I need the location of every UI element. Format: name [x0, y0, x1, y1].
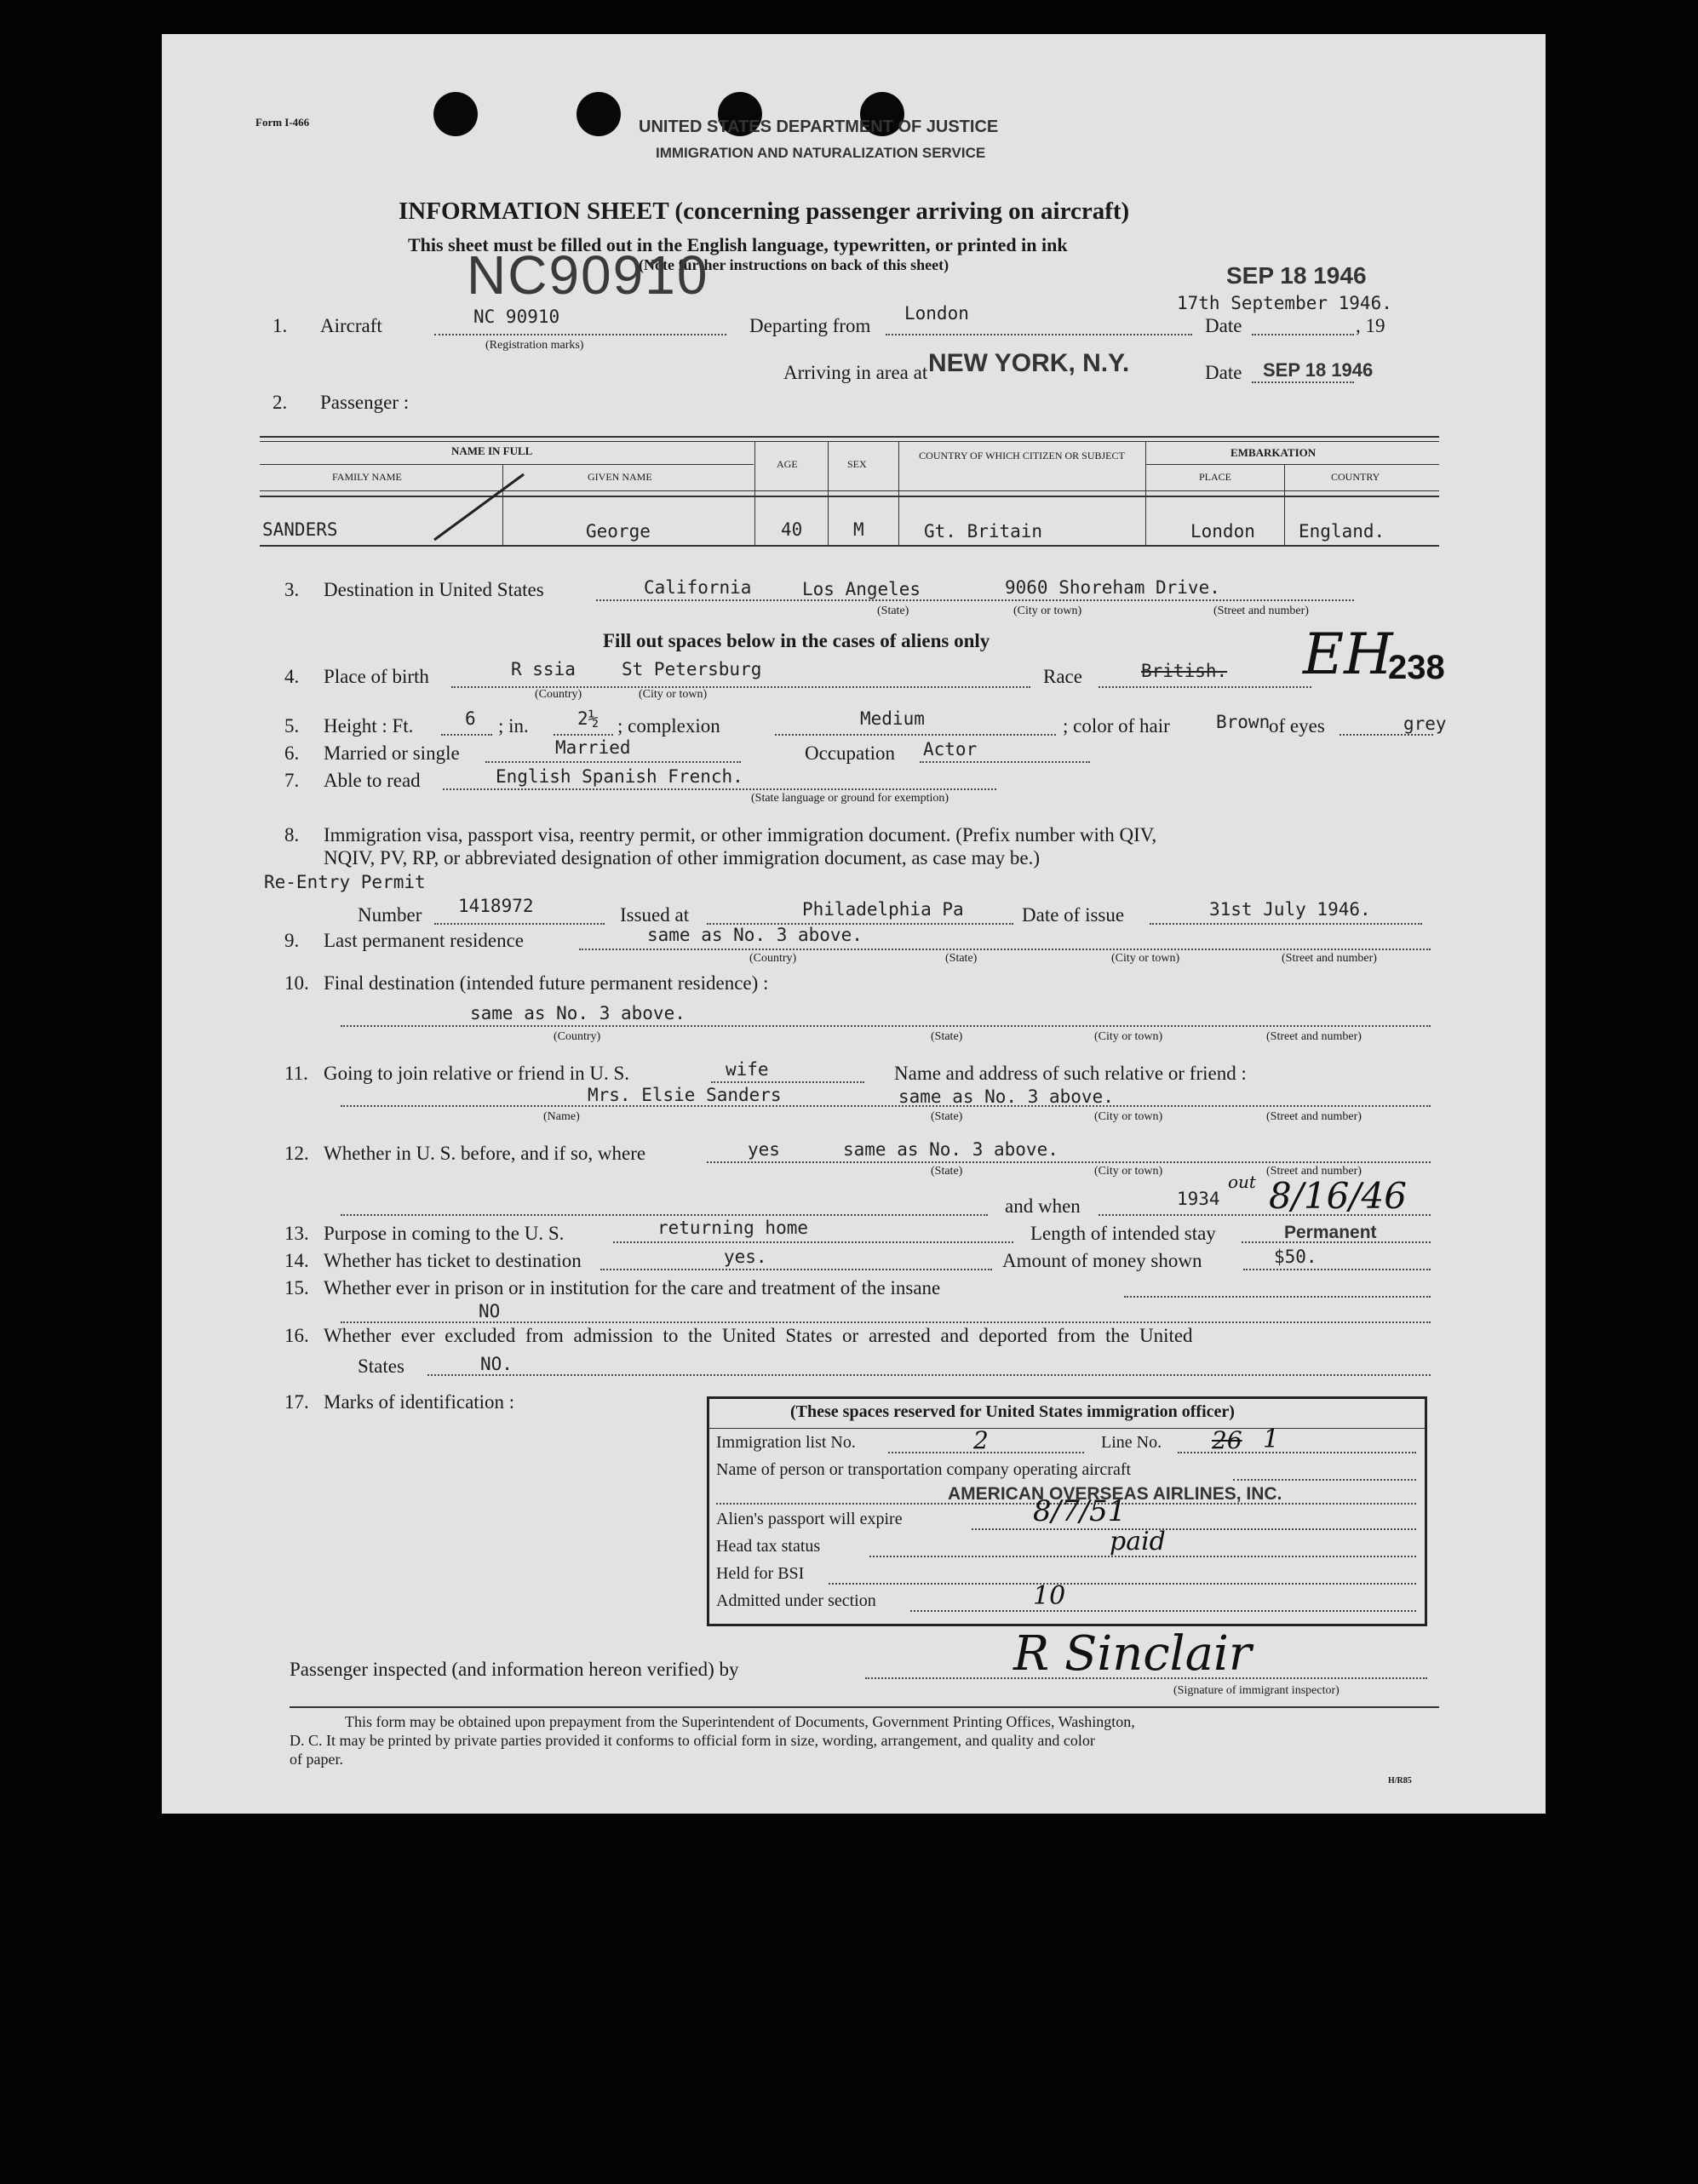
read-value: English Spanish French. — [496, 766, 743, 787]
ticket-label: Whether has ticket to destination — [324, 1250, 582, 1271]
footer-text: This form may be obtained upon prepayment from the Superintendent of Documents, Government Printing Offices, Washington, — [345, 1713, 1135, 1730]
headtax-label: Head tax status — [716, 1537, 821, 1556]
cell-citizen: Gt. Britain — [924, 521, 1043, 542]
service: IMMIGRATION AND NATURALIZATION SERVICE — [656, 145, 986, 161]
prison-value: NO — [479, 1301, 501, 1321]
officer-box — [707, 1396, 1427, 1626]
footer-text: of paper. — [290, 1751, 343, 1768]
caption-state: (State) — [877, 605, 909, 617]
item-number: 13. — [284, 1223, 309, 1244]
caption-state: (State) — [931, 1030, 963, 1043]
line-struck: 26 — [1212, 1426, 1242, 1454]
caption-name: (Name) — [543, 1110, 580, 1123]
instruction-note: (Note further instructions on back of this sheet) — [639, 256, 949, 273]
before-label: Whether in U. S. before, and if so, where — [324, 1143, 646, 1164]
when-value: 1934 — [1177, 1189, 1220, 1209]
officer-box-heading: (These spaces reserved for United States immigration officer) — [790, 1402, 1235, 1421]
bsi-label: Held for BSI — [716, 1564, 805, 1583]
arrival-date-label: Date — [1205, 362, 1242, 383]
item-number: 5. — [284, 715, 300, 737]
page-title: INFORMATION SHEET (concerning passenger arriving on aircraft) — [399, 198, 1130, 225]
when-label: and when — [1005, 1195, 1081, 1217]
residence-label: Last permanent residence — [324, 930, 524, 951]
excluded-value: NO. — [480, 1354, 513, 1374]
arriving-label: Arriving in area at — [783, 362, 928, 383]
before-value: yes — [748, 1139, 780, 1160]
cell-country: England. — [1299, 521, 1385, 542]
col-country-citizen: COUNTRY OF WHICH CITIZEN OR SUBJECT — [919, 450, 1125, 461]
date-label: Date — [1205, 315, 1242, 336]
issued-value: Philadelphia Pa — [802, 899, 964, 920]
birth-country: R ssia — [511, 659, 576, 679]
inspected-label: Passenger inspected (and information hereon verified) by — [290, 1659, 739, 1680]
read-caption: (State language or ground for exemption) — [751, 792, 949, 805]
footer-text: D. C. It may be printed by private parties provided it conforms to official form in size, wording, arrangement, and quality and color — [290, 1732, 1095, 1749]
line-label: Line No. — [1101, 1433, 1162, 1452]
caption-street: (Street and number) — [1282, 952, 1377, 965]
caption-street: (Street and number) — [1266, 1030, 1362, 1043]
item-number: 15. — [284, 1277, 309, 1298]
read-label: Able to read — [324, 770, 421, 791]
list-label: Immigration list No. — [716, 1433, 856, 1452]
when-handwritten: 8/16/46 — [1269, 1175, 1407, 1217]
passport-label: Alien's passport will expire — [716, 1510, 903, 1528]
caption-country: (Country) — [535, 688, 582, 701]
aliens-heading: Fill out spaces below in the cases of aliens only — [603, 630, 990, 651]
item-number: 17. — [284, 1391, 309, 1413]
height-ft: 6 — [465, 708, 476, 729]
caption-street: (Street and number) — [1266, 1110, 1362, 1123]
operator-label: Name of person or transportation company operating aircraft — [716, 1460, 1132, 1479]
item-number: 6. — [284, 742, 300, 764]
caption-state: (State) — [931, 1165, 963, 1178]
col-family-name: FAMILY NAME — [332, 471, 402, 483]
birthplace-label: Place of birth — [324, 666, 429, 687]
caption-city: (City or town) — [1094, 1030, 1163, 1043]
hair-label: ; color of hair — [1063, 715, 1170, 737]
occupation-label: Occupation — [805, 742, 896, 764]
admitted-value: 10 — [1033, 1581, 1066, 1611]
birth-city: St Petersburg — [622, 659, 762, 679]
destination-label: Destination in United States — [324, 579, 544, 600]
stay-label: Length of intended stay — [1030, 1223, 1216, 1244]
ticket-value: yes. — [724, 1247, 767, 1267]
relative-address: same as No. 3 above. — [898, 1086, 1114, 1107]
registration-caption: (Registration marks) — [485, 339, 584, 352]
col-sex: SEX — [847, 458, 867, 470]
footer-code: H/R85 — [1388, 1776, 1412, 1786]
department: UNITED STATES DEPARTMENT OF JUSTICE — [639, 118, 999, 136]
arriving-value: NEW YORK, N.Y. — [928, 349, 1130, 377]
departure-date-value: 17th September 1946. — [1177, 293, 1392, 313]
item-number: 3. — [284, 579, 300, 600]
headtax-value: paid — [1110, 1527, 1166, 1556]
issue-date-label: Date of issue — [1022, 904, 1125, 926]
height-in: 2½ — [577, 708, 599, 729]
document-text: NQIV, PV, RP, or abbreviated designation of other immigration document, as case may be.) — [324, 847, 1041, 868]
col-embarkation: EMBARKATION — [1230, 446, 1317, 459]
line-value: 1 — [1263, 1424, 1280, 1454]
purpose-label: Purpose in coming to the U. S. — [324, 1223, 565, 1244]
join-value: wife — [726, 1059, 769, 1080]
caption-state: (State) — [945, 952, 978, 965]
number-value: 1418972 — [458, 896, 534, 916]
date-suffix: , 19 — [1356, 315, 1385, 336]
cell-place: London — [1190, 521, 1255, 542]
cell-family: SANDERS — [262, 519, 338, 540]
item-number: 1. — [272, 315, 288, 336]
race-code-handwritten: EH — [1303, 622, 1393, 687]
eyes-label: of eyes — [1269, 715, 1325, 737]
col-name-in-full: NAME IN FULL — [451, 444, 533, 457]
caption-state: (State) — [931, 1110, 963, 1123]
destination-state: California — [644, 577, 752, 598]
marital-value: Married — [555, 737, 631, 758]
aircraft-label: Aircraft — [320, 315, 382, 336]
cell-age: 40 — [781, 519, 803, 540]
form-number: Form I-466 — [255, 116, 310, 129]
document-type: Re-Entry Permit — [264, 872, 426, 892]
identification-label: Marks of identification : — [324, 1391, 515, 1413]
caption-city: (City or town) — [1094, 1165, 1163, 1178]
final-destination-value: same as No. 3 above. — [470, 1003, 686, 1023]
date-stamp: SEP 18 1946 — [1226, 262, 1367, 289]
final-destination-label: Final destination (intended future permanent residence) : — [324, 972, 769, 994]
item-number: 4. — [284, 666, 300, 687]
destination-city: Los Angeles — [802, 579, 921, 599]
caption-street: (Street and number) — [1266, 1165, 1362, 1178]
relative-label: Name and address of such relative or friend : — [894, 1063, 1247, 1084]
race-code-number: 238 — [1388, 649, 1445, 686]
col-age: AGE — [777, 458, 798, 470]
departing-label: Departing from — [749, 315, 871, 336]
destination-street: 9060 Shoreham Drive. — [1005, 577, 1220, 598]
item-number: 14. — [284, 1250, 309, 1271]
join-label: Going to join relative or friend in U. S. — [324, 1063, 629, 1084]
marital-label: Married or single — [324, 742, 460, 764]
cell-given: George — [586, 521, 651, 542]
inspector-signature: R Sinclair — [1013, 1626, 1252, 1682]
form-sheet — [162, 34, 1546, 1814]
caption-city: (City or town) — [1013, 605, 1082, 617]
issued-label: Issued at — [620, 904, 690, 926]
issue-date-value: 31st July 1946. — [1209, 899, 1371, 920]
list-value: 2 — [973, 1426, 989, 1454]
passenger-label: Passenger : — [320, 392, 410, 413]
col-country: COUNTRY — [1331, 471, 1380, 483]
inches-label: ; in. — [498, 715, 529, 737]
prison-label: Whether ever in prison or in institution for the care and treatment of the insane — [324, 1277, 941, 1298]
complexion-value: Medium — [860, 708, 925, 729]
col-given-name: GIVEN NAME — [588, 471, 652, 483]
item-number: 16. — [284, 1325, 309, 1346]
money-label: Amount of money shown — [1002, 1250, 1202, 1271]
item-number: 12. — [284, 1143, 309, 1164]
item-number: 2. — [272, 392, 288, 413]
excluded-label-2: States — [358, 1356, 404, 1377]
height-label: Height : Ft. — [324, 715, 414, 737]
item-number: 8. — [284, 824, 300, 846]
punch-hole — [433, 92, 478, 136]
complexion-label: ; complexion — [617, 715, 720, 737]
signature-caption: (Signature of immigrant inspector) — [1173, 1684, 1339, 1697]
when-note: out — [1228, 1172, 1256, 1192]
relative-name: Mrs. Elsie Sanders — [588, 1085, 782, 1105]
caption-country: (Country) — [749, 952, 797, 965]
number-label: Number — [358, 904, 422, 926]
departing-value: London — [904, 303, 969, 324]
admitted-label: Admitted under section — [716, 1591, 876, 1610]
operator-value: AMERICAN OVERSEAS AIRLINES, INC. — [948, 1484, 1282, 1504]
stamp-number: NC90910 — [467, 244, 709, 306]
caption-country: (Country) — [554, 1030, 601, 1043]
hair-value: Brown — [1216, 712, 1271, 732]
col-place: PLACE — [1199, 471, 1232, 483]
item-number: 10. — [284, 972, 309, 994]
arrival-date-value: SEP 18 1946 — [1263, 359, 1374, 381]
residence-value: same as No. 3 above. — [647, 925, 863, 945]
cell-sex: M — [853, 519, 864, 540]
before-where: same as No. 3 above. — [843, 1139, 1058, 1160]
stay-value: Permanent — [1284, 1223, 1377, 1242]
aircraft-value: NC 90910 — [473, 307, 560, 327]
race-label: Race — [1043, 666, 1082, 687]
document-text: Immigration visa, passport visa, reentry permit, or other immigration document. (Prefix number with QIV, — [324, 824, 1157, 846]
occupation-value: Actor — [923, 739, 978, 760]
money-value: $50. — [1274, 1247, 1317, 1267]
punch-hole — [577, 92, 621, 136]
excluded-label: Whether ever excluded from admission to the United States or arrested and deported from the United — [324, 1325, 1193, 1346]
caption-street: (Street and number) — [1213, 605, 1309, 617]
caption-city: (City or town) — [639, 688, 708, 701]
instruction: This sheet must be filled out in the English language, typewritten, or printed in ink — [408, 234, 1068, 255]
purpose-value: returning home — [657, 1218, 809, 1238]
item-number: 7. — [284, 770, 300, 791]
item-number: 11. — [284, 1063, 308, 1084]
item-number: 9. — [284, 930, 300, 951]
race-value: British. — [1141, 661, 1228, 681]
caption-city: (City or town) — [1094, 1110, 1163, 1123]
caption-city: (City or town) — [1111, 952, 1180, 965]
eyes-value: grey — [1403, 714, 1447, 734]
passport-value: 8/7/51 — [1033, 1494, 1127, 1528]
